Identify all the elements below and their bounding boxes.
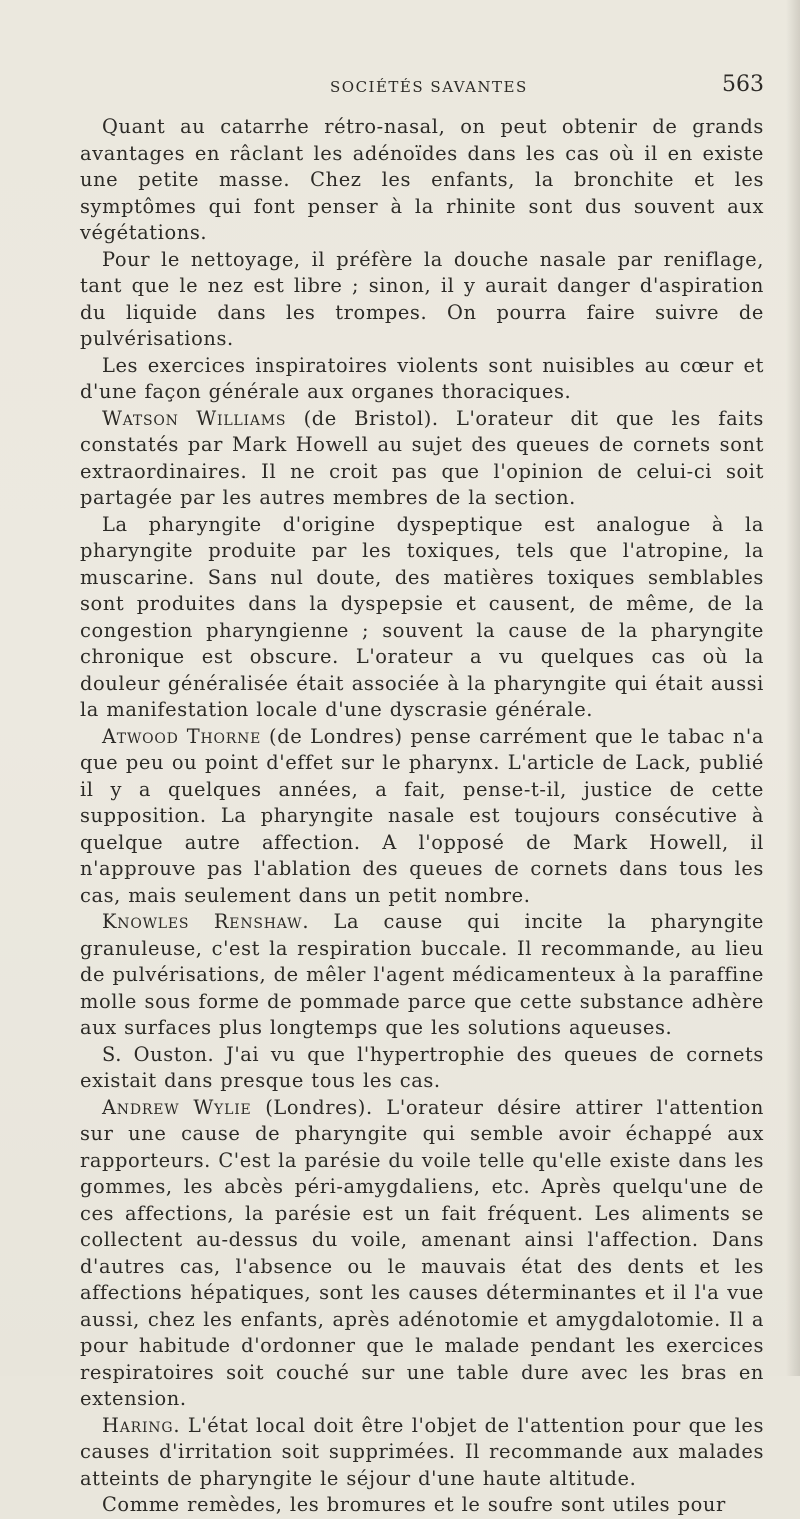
paragraph bbox=[80, 909, 764, 1042]
paragraph bbox=[80, 724, 764, 910]
paragraph bbox=[80, 1413, 764, 1493]
paragraph bbox=[80, 1095, 764, 1413]
paragraph bbox=[80, 353, 764, 406]
paragraph bbox=[80, 1492, 764, 1519]
body-text bbox=[80, 114, 764, 1519]
paragraph bbox=[80, 1042, 764, 1095]
speaker-name: Andrew Wylie bbox=[102, 1095, 252, 1119]
page-number: 563 bbox=[722, 72, 764, 97]
paragraph-text: . La cause qui incite la pharyngite granuleuse, c'est la respiration buccale. Il recommande, au lieu de pulvérisations, de mêler l'agent médicamenteux à la paraffine molle sous forme de pommade parce que cette substance adhère aux surfaces plus longtemps que les solutions aqueuses. bbox=[80, 910, 764, 1039]
paragraph-text: Comme remèdes, les bromures et le soufre sont utiles pour bbox=[102, 1493, 726, 1516]
paragraph bbox=[80, 406, 764, 512]
speaker-name: Watson Williams bbox=[102, 406, 287, 430]
speaker-name: Knowles Renshaw bbox=[102, 910, 303, 933]
paragraph-text: (Londres). L'orateur désire attirer l'attention sur une cause de pharyngite qui semble avoir échappé aux rapporteurs. C'est la parésie du voile telle qu'elle existe dans les gommes, les abcès péri-amygdaliens, etc. Après quelqu'une de ces affections, la parésie est un fait fréquent. Les aliments se collectent au-dessus du voile, amenant ainsi l'affection. Dans d'autres cas, l'absence ou le mauvais état des dents et les affections hépatiques, sont les causes déterminantes et il l'a vue aussi, chez les enfants, après adénotomie et amygdalotomie. Il a pour habitude d'ordonner que le malade pendant les exercices respiratoires soit couché sur une table dure avec les bras en extension. bbox=[80, 1095, 764, 1410]
paragraph bbox=[80, 114, 764, 247]
paragraph-text: Pour le nettoyage, il préfère la douche nasale par reniflage, tant que le nez est libre ; sinon, il y aurait danger d'aspiration du liquide dans les trompes. On pourra faire suivre de pulvérisations. bbox=[80, 247, 764, 350]
speaker-name: Atwood Thorne bbox=[102, 724, 262, 748]
paragraph-text: Les exercices inspiratoires violents sont nuisibles au cœur et d'une façon générale aux organes thoraciques. bbox=[80, 353, 764, 403]
paragraph-text: (de Londres) pense carrément que le tabac n'a que peu ou point d'effet sur le pharynx. L'article de Lack, publié il y a quelques années, a fait, pense-t-il, justice de cette supposition. La pharyngite nasale est toujours consécutive à quelque autre affection. A l'opposé de Mark Howell, il n'approuve pas l'ablation des queues de cornets dans tous les cas, mais seulement dans un petit nombre. bbox=[80, 724, 764, 907]
speaker-name: Haring bbox=[102, 1413, 174, 1437]
paragraph-text: La pharyngite d'origine dyspeptique est analogue à la pharyngite produite par les toxiques, tels que l'atropine, la muscarine. Sans nul doute, des matières toxiques semblables sont produites dans la dyspepsie et causent, de même, de la congestion pharyngienne ; souvent la cause de la pharyngite chronique est obscure. L'orateur a vu quelques cas où la douleur généralisée était associée à la pharyngite qui était aussi la manifestation locale d'une dyscrasie générale. bbox=[80, 512, 764, 721]
paragraph-text: Quant au catarrhe rétro-nasal, on peut obtenir de grands avantages en râclant les adénoïdes dans les cas où il en existe une petite masse. Chez les enfants, la bronchite et les symptômes qui font penser à la rhinite sont dus souvent aux végétations. bbox=[80, 115, 764, 244]
paragraph-text: (de Bristol). L'orateur dit que les faits constatés par Mark Howell au sujet des queues de cornets sont extraordinaires. Il ne croit pas que l'opinion de celui-ci soit partagée par les autres membres de la section. bbox=[80, 406, 764, 509]
paragraph-text: S. Ouston. J'ai vu que l'hypertrophie des queues de cornets existait dans presque tous les cas. bbox=[80, 1042, 764, 1092]
paragraph-text: . L'état local doit être l'objet de l'attention pour que les causes d'irritation soit supprimées. Il recommande aux malades atteints de pharyngite le séjour d'une haute altitude. bbox=[80, 1413, 764, 1490]
running-header bbox=[80, 72, 764, 100]
paragraph bbox=[80, 247, 764, 353]
page-edge-shadow bbox=[786, 0, 800, 1376]
running-title: SOCIÉTÉS SAVANTES bbox=[330, 78, 528, 96]
paragraph bbox=[80, 512, 764, 724]
